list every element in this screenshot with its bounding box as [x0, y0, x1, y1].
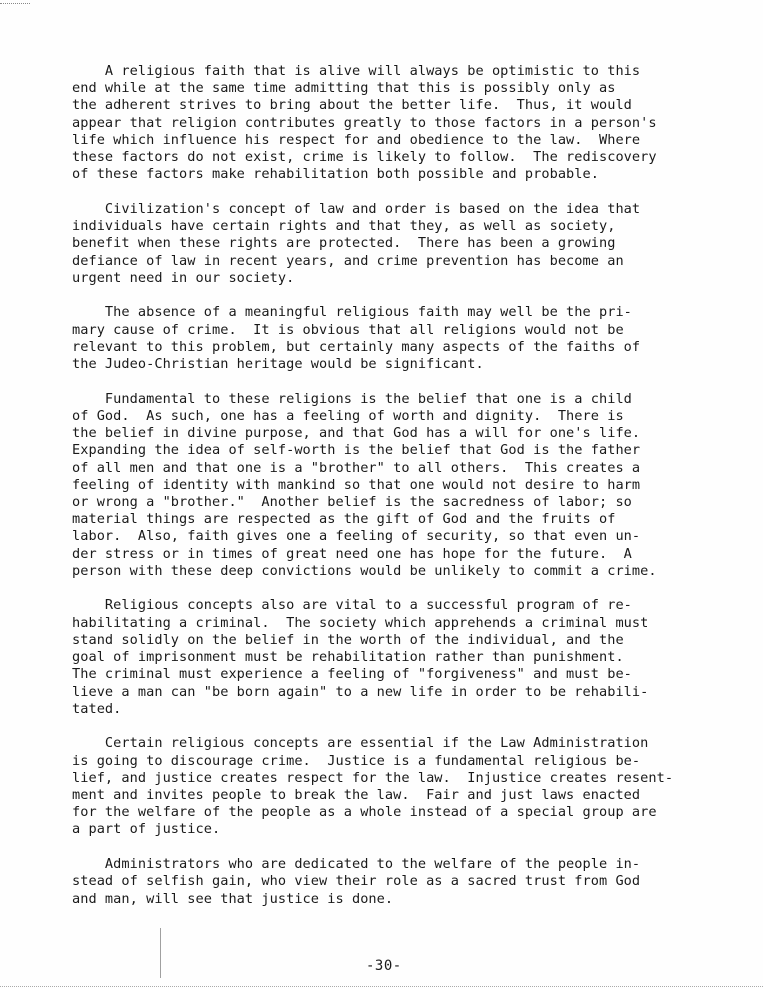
text-line: person with these deep convictions would be unlikely to commit a crime. — [72, 562, 657, 579]
text-line: Administrators who are dedicated to the welfare of the people in- — [72, 856, 641, 873]
text-line: tated. — [72, 700, 122, 717]
paragraph-administrators — [72, 856, 712, 908]
text-line: A religious faith that is alive will always be optimistic to this — [72, 63, 641, 79]
text-line: The criminal must experience a feeling of "forgiveness" and must be- — [72, 666, 632, 683]
text-line: material things are respected as the gift of God and the fruits of — [72, 511, 616, 528]
text-line: life which influence his respect for and obedience to the law. Where — [72, 131, 641, 148]
text-line: relevant to this problem, but certainly many aspects of the faiths of — [72, 338, 641, 355]
text-line: Expanding the idea of self-worth is the belief that God is the father — [72, 442, 641, 459]
text-line: goal of imprisonment must be rehabilitation rather than punishment. — [72, 649, 624, 666]
text-line: appear that religion contributes greatly to those factors in a person's — [72, 114, 657, 131]
top-edge-mark — [0, 3, 30, 4]
text-line: of all men and that one is a "brother" to all others. This creates a — [72, 459, 641, 476]
text-line: lief, and justice creates respect for the law. Injustice creates resent- — [72, 769, 674, 786]
text-line: of God. As such, one has a feeling of worth and dignity. There is — [72, 407, 624, 424]
text-line: and man, will see that justice is done. — [72, 890, 394, 907]
bottom-edge-mark — [0, 986, 763, 987]
text-line: feeling of identity with mankind so that one would not desire to harm — [72, 476, 641, 493]
text-line: Certain religious concepts are essential if the Law Administration — [72, 735, 649, 752]
text-line: mary cause of crime. It is obvious that all religions would not be — [72, 321, 624, 338]
text-line: of these factors make rehabilitation both possible and probable. — [72, 166, 599, 183]
text-line: Civilization's concept of law and order is based on the idea that — [72, 200, 641, 217]
page-number: -30- — [366, 958, 402, 974]
text-line: the Judeo-Christian heritage would be significant. — [72, 356, 484, 373]
text-line: urgent need in our society. — [72, 269, 295, 286]
text-line: Religious concepts also are vital to a successful program of re- — [72, 597, 632, 614]
stray-pen-mark — [160, 928, 161, 978]
paragraph-rehabilitation — [72, 597, 712, 717]
text-line: Fundamental to these religions is the belief that one is a child — [72, 390, 632, 407]
text-line: defiance of law in recent years, and crime prevention has become an — [72, 252, 624, 269]
paragraph-fundamental-beliefs — [72, 391, 712, 580]
paragraph-justice — [72, 735, 712, 838]
text-line: end while at the same time admitting that this is possibly only as — [72, 80, 616, 97]
text-line: stead of selfish gain, who view their role as a sacred trust from God — [72, 873, 641, 890]
body-text — [72, 63, 712, 925]
text-line: for the welfare of the people as a whole instead of a special group are — [72, 804, 657, 821]
paragraph-absence-of-faith — [72, 304, 712, 373]
text-line: individuals have certain rights and that they, as well as society, — [72, 218, 616, 235]
paragraph-law-and-order — [72, 201, 712, 287]
text-line: the adherent strives to bring about the better life. Thus, it would — [72, 97, 632, 114]
text-line: these factors do not exist, crime is likely to follow. The rediscovery — [72, 149, 657, 166]
text-line: labor. Also, faith gives one a feeling of security, so that even un- — [72, 528, 641, 545]
text-line: der stress or in times of great need one has hope for the future. A — [72, 545, 632, 562]
text-line: ment and invites people to break the law. Fair and just laws enacted — [72, 787, 641, 804]
text-line: benefit when these rights are protected. There has been a growing — [72, 235, 616, 252]
text-line: a part of justice. — [72, 821, 221, 838]
text-line: or wrong a "brother." Another belief is the sacredness of labor; so — [72, 493, 632, 510]
text-line: the belief in divine purpose, and that God has a will for one's life. — [72, 425, 641, 442]
text-line: The absence of a meaningful religious faith may well be the pri- — [72, 304, 632, 321]
text-line: is going to discourage crime. Justice is a fundamental religious be- — [72, 752, 641, 769]
text-line: habilitating a criminal. The society which apprehends a criminal must — [72, 614, 649, 631]
text-line: lieve a man can "be born again" to a new life in order to be rehabili- — [72, 683, 649, 700]
text-line: stand solidly on the belief in the worth of the individual, and the — [72, 631, 624, 648]
paragraph-religious-faith — [72, 63, 712, 183]
